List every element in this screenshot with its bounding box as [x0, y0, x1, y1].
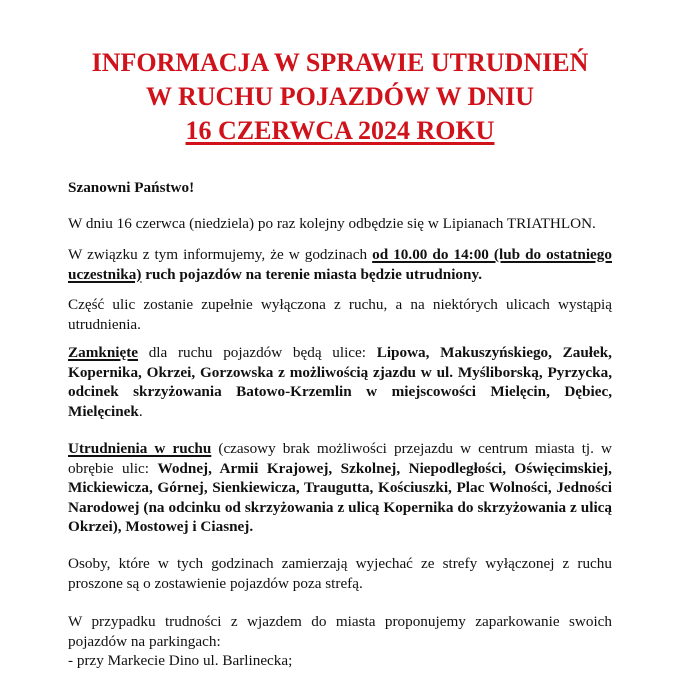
hours-post: ruch pojazdów na terenie miasta będzie utrudniony. [141, 265, 483, 283]
greeting [68, 178, 612, 198]
paragraph-parking: W przypadku trudności z wjazdem do miasta proponujemy zaparkowanie swoich pojazdów na parkingach: [68, 613, 612, 650]
hours-range: od 10.00 do 14:00 (lub do ostatniego uczestnika) [68, 246, 612, 283]
title-date: 16 CZERWCA 2024 ROKU [185, 116, 495, 145]
hours-pre: W związku z tym informujemy, że w godzinach [68, 246, 373, 263]
paragraph-closed [68, 343, 612, 421]
difficulties-streets: Wodnej, Armii Krajowej, Szkolnej, Niepodległości, Oświęcimskiej, Mickiewicza, Górnej, Sienkiewicza, Traugutta, Kościuszki, Plac Wolności, Jedności Narodowej (na odcinku od skrzyżowania z ulicą Kopernika do skrzyżowania z ulicą Okrzei), Mostowej i Ciasnej. [68, 459, 612, 536]
paragraph-hours [68, 245, 612, 284]
closed-streets: Lipowa, Makuszyńskiego, Zaułek, Kopernika, Okrzei, Gorzowska z możliwością zjazdu w ul. Myśliborską, Pyrzycka, odcinek skrzyżowania Batowo-Krzemlin w miejscowości Mielęcin, Dębiec, Mielęcinek [68, 344, 612, 420]
closed-label: Zamknięte [68, 344, 139, 361]
difficulties-label: Utrudnienia w ruchu [68, 440, 212, 457]
parking-list-item: - przy Markecie Dino ul. Barlinecka; [68, 652, 293, 669]
title-line-2: W RUCHU POJAZDÓW W DNIU [145, 82, 535, 111]
title-line-3 [0, 115, 680, 147]
closed-mid: dla ruchu pojazdów będą ulice: [138, 344, 377, 361]
closed-end: . [138, 402, 143, 420]
greeting-text: Szanowni Państwo! [68, 179, 195, 196]
title-line-1: INFORMACJA W SPRAWIE UTRUDNIEŃ [91, 48, 589, 77]
paragraph-difficulties [68, 439, 612, 537]
paragraph-leave-vehicles: Osoby, które w tych godzinach zamierzają wyjechać ze strefy wyłączonej z ruchu proszone są o zostawienie pojazdów poza strefą. [68, 555, 612, 592]
paragraph-event: W dniu 16 czerwca (niedziela) po raz kolejny odbędzie się w Lipianach TRIATHLON. [68, 215, 596, 232]
difficulties-mid: (czasowy brak możliwości przejazdu w centrum miasta tj. w obrębie ulic: [68, 440, 613, 477]
paragraph-streets-info: Część ulic zostanie zupełnie wyłączona z ruchu, a na niektórych ulicach wystąpią utrudnienia. [68, 296, 612, 333]
